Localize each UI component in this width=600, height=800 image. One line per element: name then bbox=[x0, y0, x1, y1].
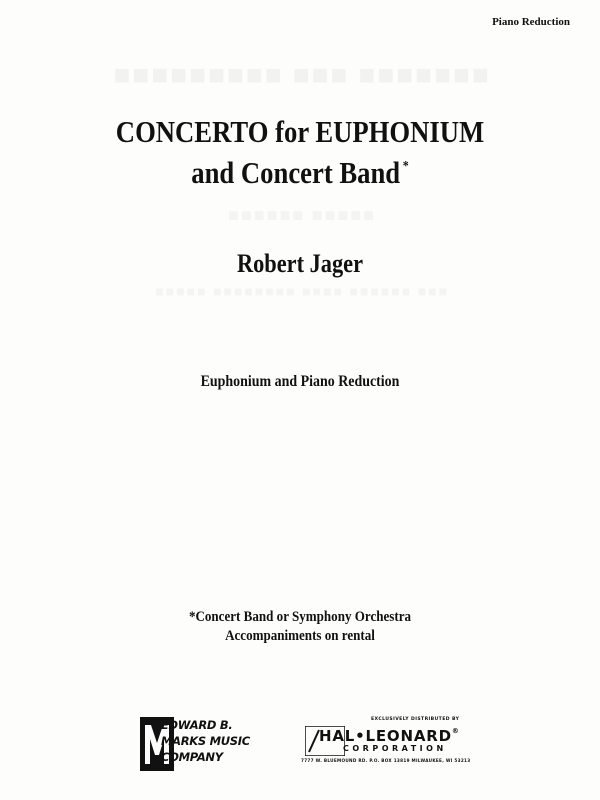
corporation-label: CORPORATION bbox=[343, 744, 447, 753]
title-line-1: CONCERTO for EUPHONIUM bbox=[115, 114, 485, 149]
title-asterisk: * bbox=[402, 159, 409, 174]
marks-music-logo bbox=[140, 717, 262, 771]
hal-leonard-block bbox=[301, 717, 475, 777]
marks-logo-line-1: EDWARD B. bbox=[161, 718, 233, 732]
footnote-line-1: *Concert Band or Symphony Orchestra bbox=[188, 609, 412, 625]
edition-label: Euphonium and Piano Reduction bbox=[200, 373, 400, 390]
exclusive-distribution-label: EXCLUSIVELY DISTRIBUTED BY bbox=[371, 717, 460, 722]
marks-logo-text bbox=[161, 717, 250, 765]
footnote-line-2: Accompaniments on rental bbox=[225, 628, 375, 644]
show-through-subtitle: ■■■■■ ■■■■■■ bbox=[225, 205, 375, 225]
title-line-2: and Concert Band bbox=[191, 155, 401, 190]
title-line-2-wrap bbox=[42, 152, 558, 193]
marks-logo-line-3: COMPANY bbox=[161, 750, 223, 764]
show-through-title: ■■■■■■■ ■■■ ■■■■■■■■■ bbox=[111, 60, 489, 91]
corner-label: Piano Reduction bbox=[492, 16, 570, 28]
hal-leonard-name: HAL•LEONARD bbox=[319, 727, 452, 745]
page-title bbox=[42, 111, 558, 193]
hal-leonard-name-wrap bbox=[319, 727, 460, 745]
rental-footnote bbox=[30, 608, 570, 646]
marks-logo-line-2: MARKS MUSIC bbox=[161, 734, 250, 748]
distributor-address: 7777 W. BLUEMOUND RD. P.O. BOX 13819 MILWAUKEE, WI 53213 bbox=[301, 758, 471, 763]
show-through-credit: ■■■ ■■■■■■ ■■■■ ■■■■■■■■ ■■■■■ bbox=[153, 285, 447, 300]
composer-name: Robert Jager bbox=[236, 249, 364, 278]
registered-mark: ® bbox=[451, 727, 460, 735]
